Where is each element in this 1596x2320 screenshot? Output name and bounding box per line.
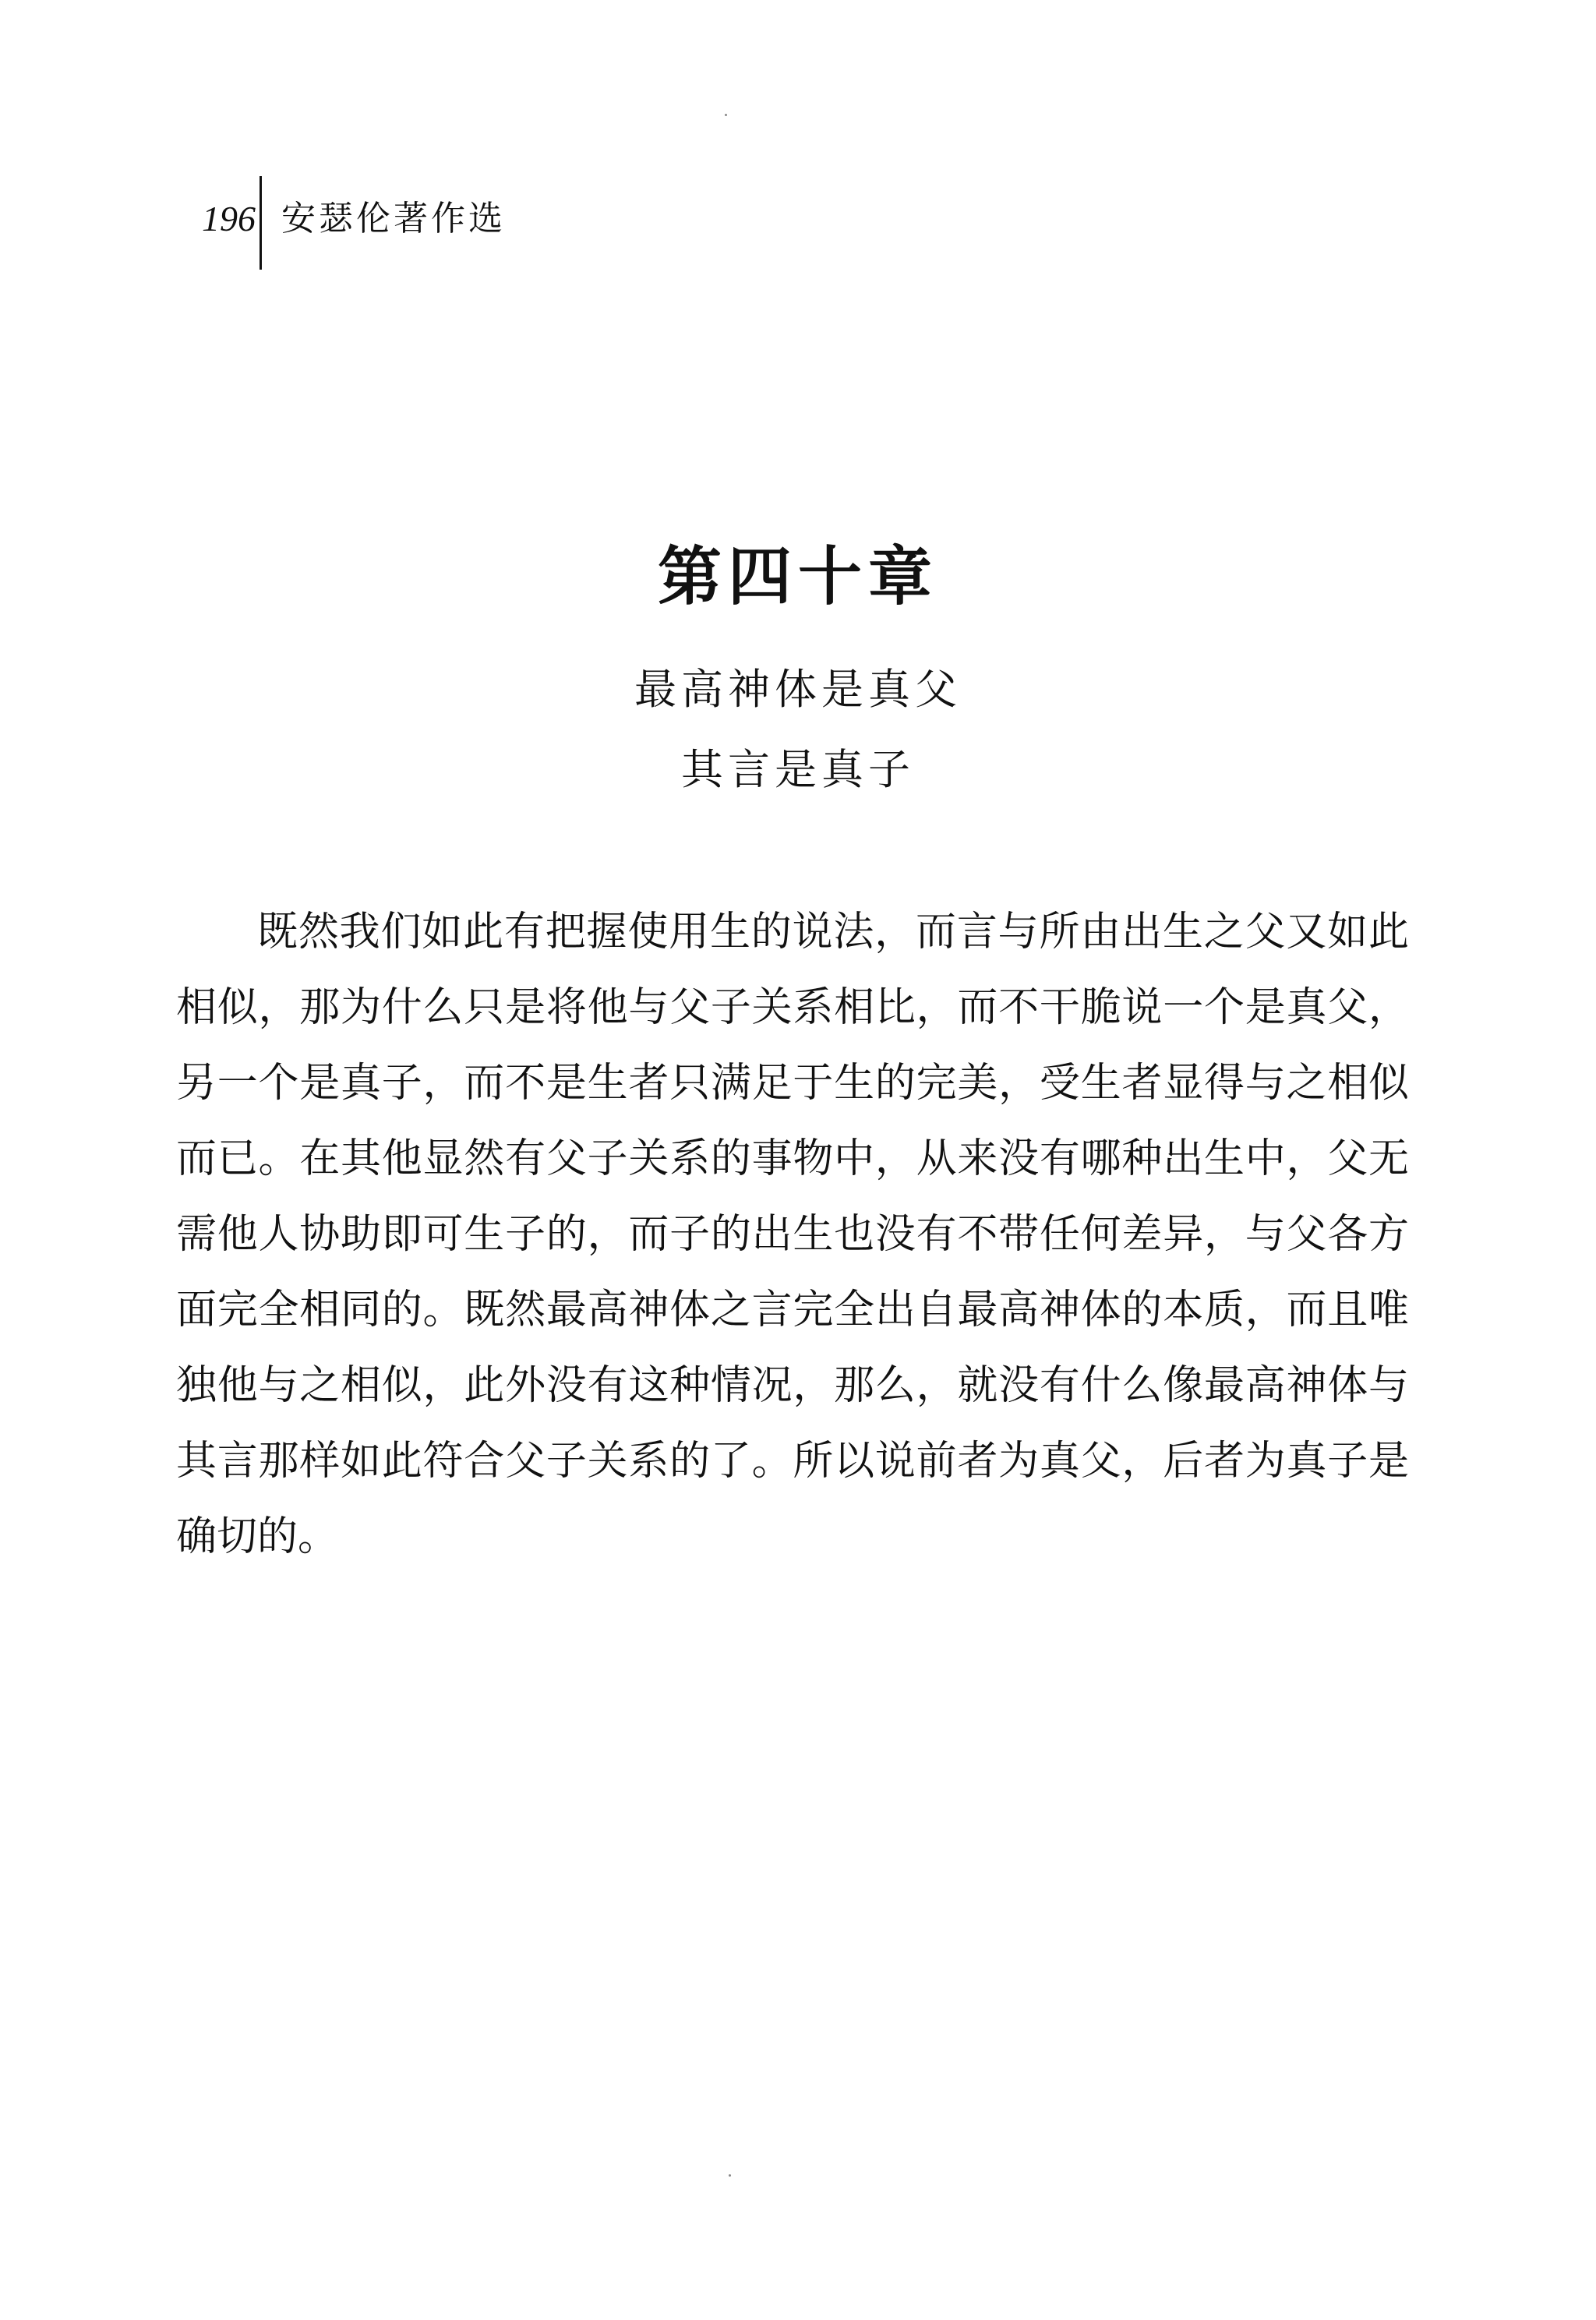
chapter-subtitle-line-1: 最高神体是真父 <box>634 665 962 714</box>
header-divider <box>260 176 262 270</box>
chapter-subtitle-line-2: 其言是真子 <box>681 745 915 794</box>
scan-speck <box>729 2174 731 2177</box>
page-number: 196 <box>202 199 256 238</box>
book-title: 安瑟伦著作选 <box>281 199 506 238</box>
scan-speck <box>725 114 727 116</box>
body-paragraph: 既然我们如此有把握使用生的说法，而言与所由出生之父又如此相似，那为什么只是将他与父子关系相比，而不干脆说一个是真父，另一个是真子，而不是生者只满足于生的完美，受生者显得与之相似而已。在其他显然有父子关系的事物中，从来没有哪种出生中，父无需他人协助即可生子的，而子的出生也没有不带任何差异，与父各方面完全相同的。既然最高神体之言完全出自最高神体的本质，而且唯独他与之相似，此外没有这种情况，那么，就没有什么像最高神体与其言那样如此符合父子关系的了。所以说前者为真父，后者为真子是确切的。 <box>176 909 1409 1560</box>
chapter-title: 第四十章 <box>657 539 938 614</box>
